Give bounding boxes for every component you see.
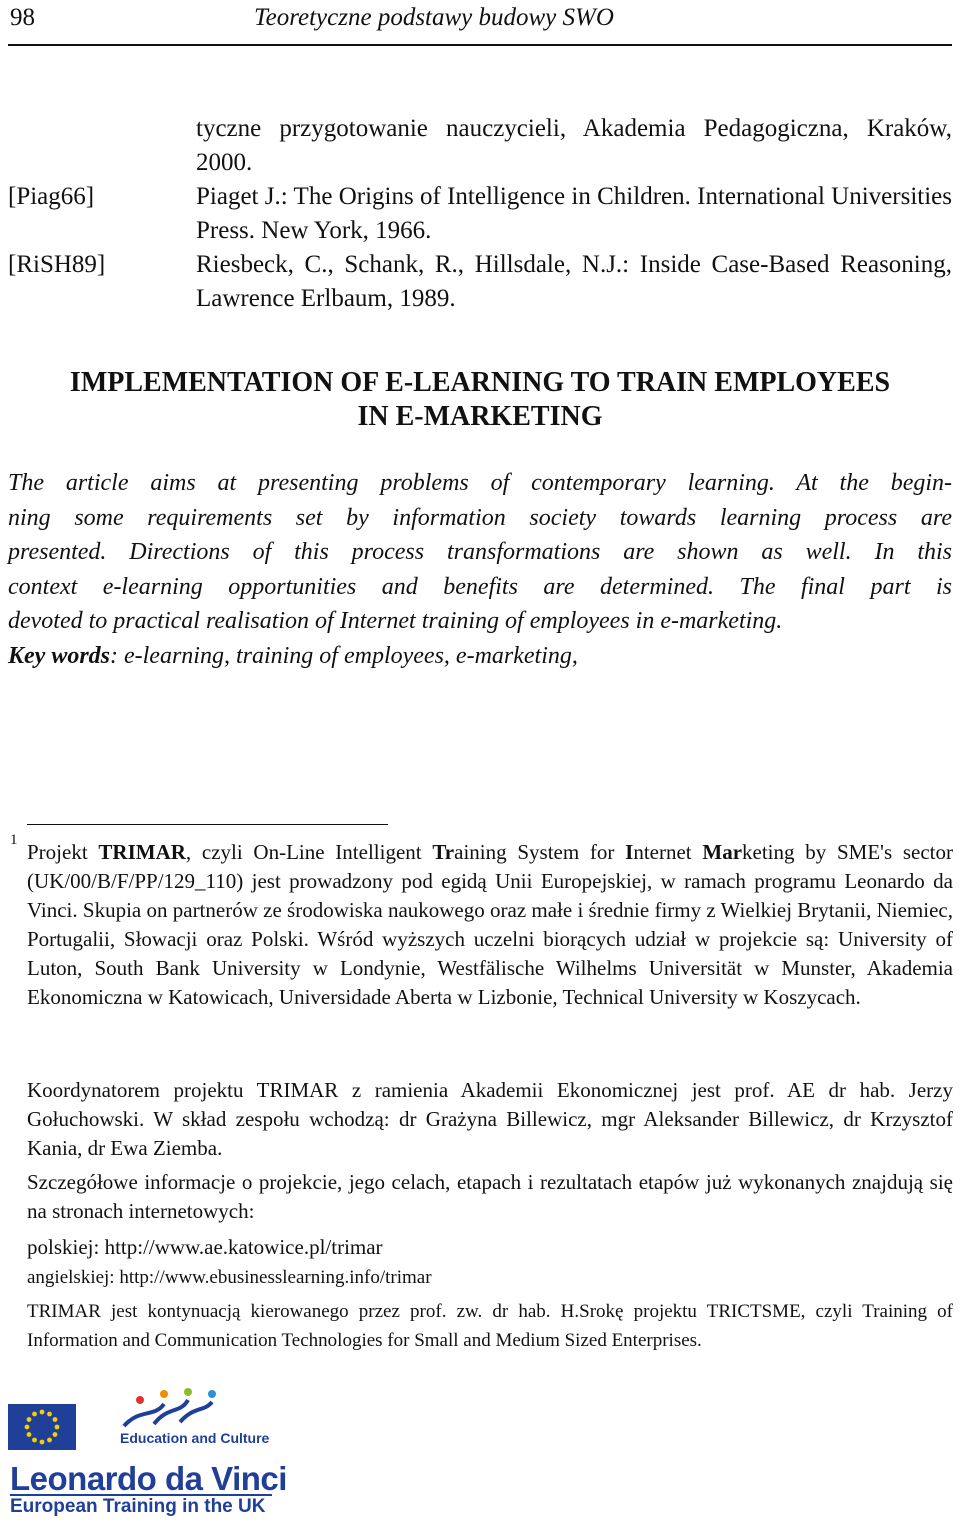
reference-entry	[8, 180, 952, 248]
abstract	[8, 466, 952, 639]
footnote-paragraph: Szczegółowe informacje o projekcie, jego celach, etapach i rezultatach etapów już wykonanych znajdują się na stronach internetowych:	[27, 1170, 953, 1223]
leonardo-logo	[8, 1388, 308, 1518]
people-icon	[120, 1388, 270, 1430]
footnote-rule	[27, 824, 388, 825]
reference-key: [RiSH89]	[8, 251, 106, 278]
eu-flag-icon	[8, 1404, 76, 1450]
footnote-bold: Mar	[702, 840, 743, 864]
reference-text: Riesbeck, C., Schank, R., Hillsdale, N.J.: Inside Case-Based Reasoning, Lawrence Erlbaum, 1989.	[196, 251, 952, 312]
logo-program-line: Education and Culture	[120, 1430, 270, 1446]
footnote-paragraph: TRIMAR jest kontynuacją kierowanego przez prof. zw. dr hab. H.Srokę projektu TRICTSME, czyli Training of Information and Communication Technologies for Small and Medium Sized Enterprises.	[27, 1301, 953, 1351]
keywords-label: Key words	[8, 643, 110, 669]
reference-entry	[8, 248, 952, 316]
footnote-paragraph: Koordynatorem projektu TRIMAR z ramienia Akademii Ekonomicznej jest prof. AE dr hab. Jerzy Gołuchowski. W skład zespołu wchodzą: dr Grażyna Billewicz, mgr Aleksander Billewicz, dr Krzysztof Kania, dr Ewa Ziemba.	[27, 1078, 953, 1160]
running-header	[8, 0, 952, 46]
footnote-bold: I	[625, 840, 634, 864]
footnote-mark: 1	[10, 832, 18, 848]
footnote-text: nternet	[633, 840, 703, 864]
page-number: 98	[10, 4, 35, 31]
footnote-paragraph: polskiej: http://www.ae.katowice.pl/trimar	[27, 1235, 383, 1259]
abstract-line: devoted to practical realisation of Internet training of employees in e-marketing.	[8, 608, 783, 635]
footnote-text: keting by SME's sector (UK/00/B/F/PP/129_110) jest prowadzony pod egidą Unii Europejskiej, w ramach programu Leonardo da Vinci. Skupia on partnerów ze środowiska naukowego oraz małe i średnie firmy z Wielkiej Brytanii, Niemiec, Portugalii, Słowacji oraz Polski. Wśród wyższych uczelni biorących udział w projekcie są: University of Luton, South Bank University w Londynie, Westfälische Wilhelms Universität w Munster, Akademia Ekonomiczna w Katowicach, Universidade Aberta w Lizbonie, Technical University w Koszycach.	[27, 840, 953, 1009]
eu-stars-icon	[8, 1404, 76, 1450]
abstract-line: ning some requirements set by information society towards learning process are	[8, 504, 952, 531]
reference-text: tyczne przygotowanie nauczycieli, Akademia Pedagogiczna, Kraków, 2000.	[196, 115, 952, 176]
keywords-text: : e-learning, training of employees, e-marketing,	[110, 643, 578, 669]
article-title-line: IMPLEMENTATION OF E-LEARNING TO TRAIN EMPLOYEES	[69, 367, 891, 398]
keywords	[8, 639, 578, 673]
abstract-line: The article aims at presenting problems of contemporary learning. At the begin-	[8, 470, 952, 496]
footnote-text: Projekt	[27, 840, 99, 864]
article-title	[0, 366, 960, 434]
logo-subtitle: European Training in the UK	[10, 1496, 266, 1517]
logo-name: Leonardo da Vinci	[10, 1460, 287, 1497]
article-title-line: IN E-MARKETING	[357, 401, 603, 432]
footnote-text: , czyli On-Line Intelligent	[185, 840, 433, 864]
footnote-bold: TRIMAR	[98, 840, 186, 864]
footnote-paragraph: angielskiej: http://www.ebusinesslearning.info/trimar	[27, 1267, 432, 1288]
footnote-text: aining System for	[454, 840, 626, 864]
abstract-line: context e-learning opportunities and benefits are determined. The final part is	[8, 573, 952, 600]
footnote-paragraph	[27, 838, 953, 1012]
abstract-line: presented. Directions of this process transformations are shown as well. In this	[8, 539, 952, 566]
running-title: Teoretyczne podstawy budowy SWO	[254, 4, 614, 31]
reference-key: [Piag66]	[8, 183, 95, 210]
footnote-bold: Tr	[432, 840, 455, 864]
reference-text: Piaget J.: The Origins of Intelligence in Children. International Universities Press. New York, 1966.	[196, 183, 952, 244]
reference-entry	[8, 112, 952, 180]
